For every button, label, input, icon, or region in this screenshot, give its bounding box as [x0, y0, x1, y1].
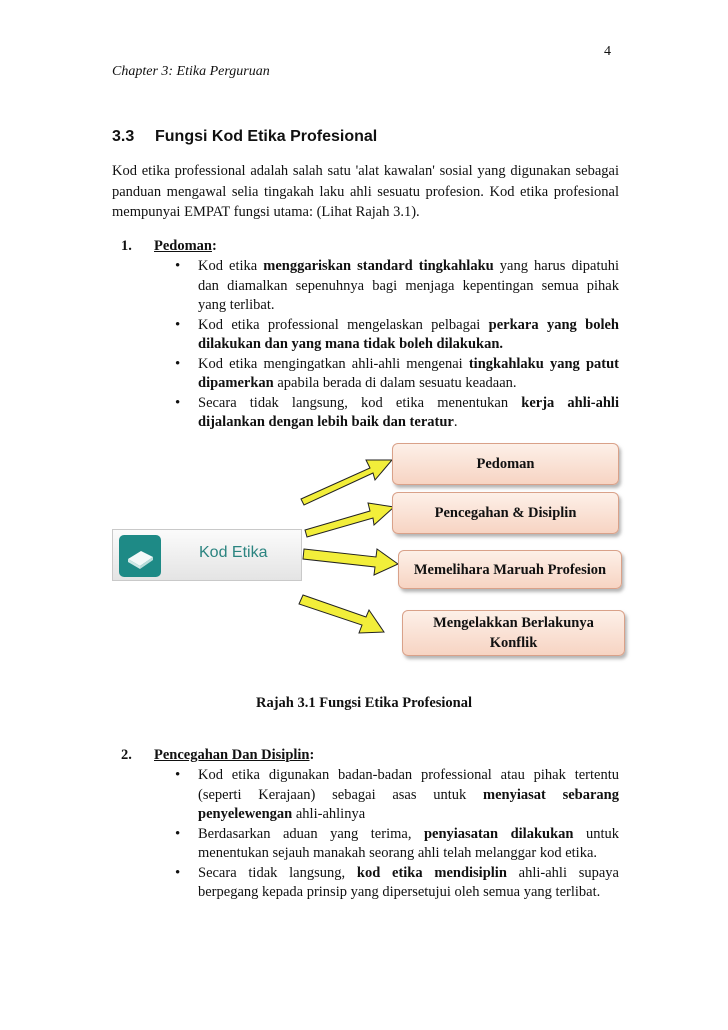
pencegahan-bullets	[198, 766, 619, 903]
chapter-header: Chapter 3: Etika Perguruan	[112, 64, 270, 79]
list-item: • Secara tidak langsung, kod etika menentukan kerja ahli-ahli dijalankan dengan lebih baik dan teratur.	[198, 394, 619, 433]
kod-etika-label: Kod Etika	[199, 544, 268, 561]
list-item: • Secara tidak langsung, kod etika mendisiplin ahli-ahli supaya berpegang kepada prinsip yang dipersetujui oleh semua yang terlibat.	[198, 864, 619, 903]
list-title: Pencegahan Dan Disiplin	[154, 747, 310, 763]
figure-caption: Rajah 3.1 Fungsi Etika Profesional	[255, 695, 473, 711]
arrow-to-maruah	[303, 549, 398, 575]
list-item: • Kod etika digunakan badan-badan professional atau pihak tertentu (seperti Kerajaan) sebagai asas untuk menyiasat sebarang penyelewengan ahli-ahlinya	[198, 766, 619, 825]
list-item: • Kod etika menggariskan standard tingkahlaku yang harus dipatuhi dan diamalkan sepenuhnya bagi menjaga kepentingan semua pihak yang terlibat.	[198, 257, 619, 316]
section-heading	[112, 128, 377, 146]
intro-paragraph: Kod etika professional adalah salah satu 'alat kawalan' sosial yang digunakan sebagai panduan mengawal selia tingakah laku ahli sesuatu profesion. Kod etika profesional mempunyai EMPAT fungsi utama: (Lihat Rajah 3.1).	[112, 163, 619, 220]
list-item: • Kod etika professional mengelaskan pelbagai perkara yang boleh dilakukan dan yang mana tidak boleh dilakukan.	[198, 316, 619, 355]
page-number: 4	[604, 44, 611, 59]
list-item: • Kod etika mengingatkan ahli-ahli mengenai tingkahlaku yang patut dipamerkan apabila berada di dalam sesuatu keadaan.	[198, 355, 619, 394]
box-pencegahan-disiplin: Pencegahan & Disiplin	[392, 492, 619, 534]
list-number: 1.	[121, 238, 132, 254]
arrow-to-pencegahan	[305, 503, 394, 537]
section-number: 3.3	[112, 128, 135, 145]
arrow-to-konflik	[299, 595, 384, 633]
kod-etika-box	[112, 529, 302, 581]
list-heading-pedoman	[121, 238, 217, 255]
list-heading-pencegahan	[121, 747, 314, 764]
section-title: Fungsi Kod Etika Profesional	[155, 128, 378, 145]
book-icon	[119, 535, 161, 577]
list-colon: :	[212, 238, 217, 254]
arrow-to-pedoman	[301, 460, 392, 505]
arrow-group	[299, 460, 398, 633]
list-colon: :	[309, 747, 315, 763]
list-title: Pedoman	[154, 238, 212, 254]
box-mengelakkan-konflik: Mengelakkan Berlakunya Konflik	[402, 610, 625, 656]
box-memelihara-maruah: Memelihara Maruah Profesion	[398, 550, 622, 589]
list-number: 2.	[121, 747, 132, 763]
pedoman-bullets	[198, 257, 619, 433]
list-item: • Berdasarkan aduan yang terima, penyiasatan dilakukan untuk menentukan sejauh manakah seorang ahli telah melanggar kod etika.	[198, 825, 619, 864]
box-pedoman: Pedoman	[392, 443, 619, 485]
